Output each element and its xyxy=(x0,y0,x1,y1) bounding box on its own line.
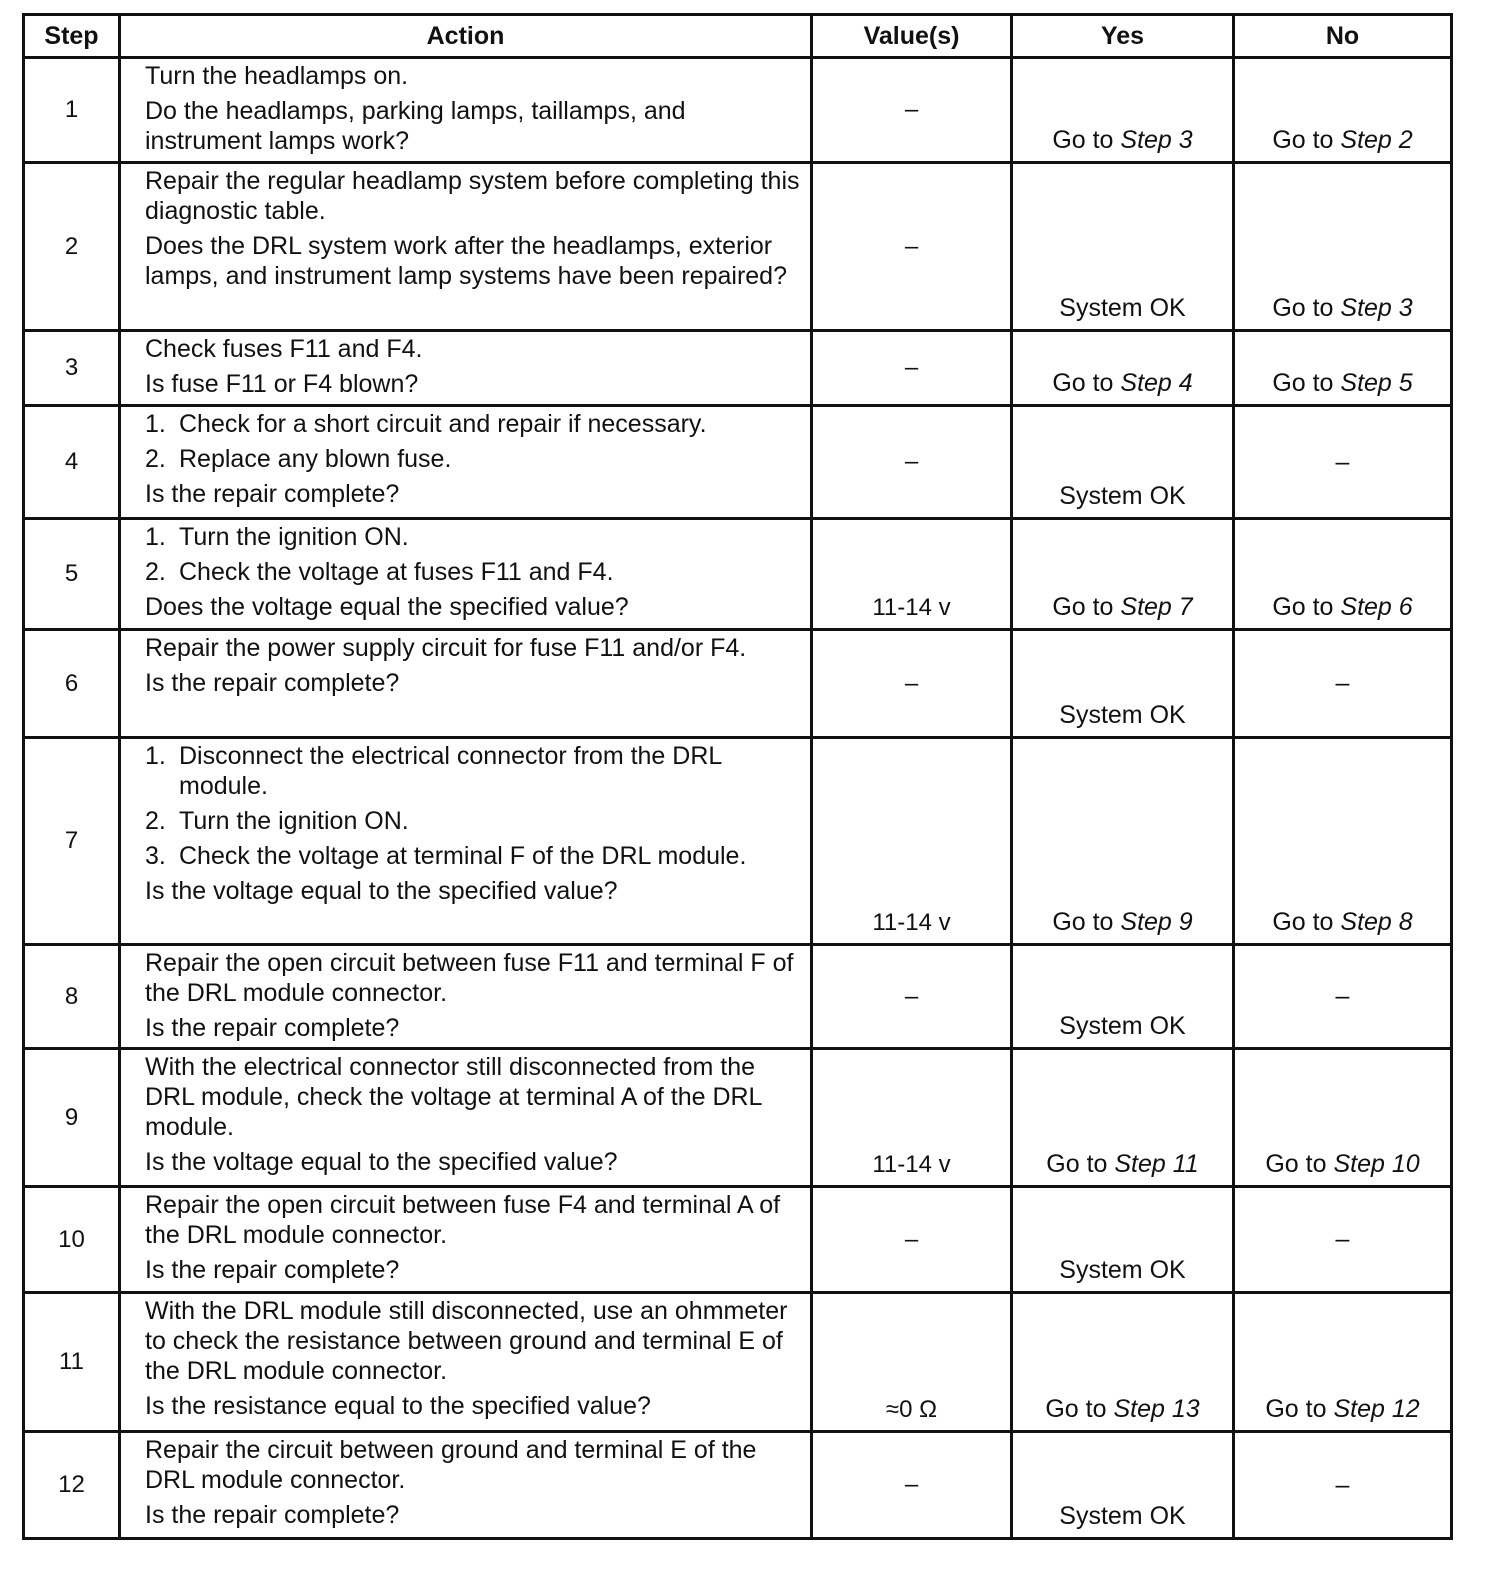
action-text: Repair the power supply circuit for fuse F11 and/or F4. xyxy=(145,634,747,662)
table-row xyxy=(24,406,1452,519)
value-cell: – xyxy=(812,1432,1012,1539)
yes-cell xyxy=(1012,1293,1234,1432)
action-cell xyxy=(120,1187,812,1293)
action-list-item xyxy=(145,741,804,801)
table-row xyxy=(24,58,1452,163)
step-number: 9 xyxy=(24,1049,120,1187)
step-number: 1 xyxy=(24,58,120,163)
table-row xyxy=(24,630,1452,738)
no-cell xyxy=(1234,630,1452,738)
yes-step-reference: Step 3 xyxy=(1120,126,1193,154)
action-list-text: Turn the ignition ON. xyxy=(179,807,409,835)
action-list-number: 1. xyxy=(145,410,166,438)
yes-cell xyxy=(1012,58,1234,163)
action-cell xyxy=(120,58,812,163)
action-text: Is the voltage equal to the specified value? xyxy=(145,1148,618,1176)
yes-cell xyxy=(1012,1432,1234,1539)
no-cell xyxy=(1234,331,1452,406)
action-text: Does the voltage equal the specified value? xyxy=(145,593,629,621)
yes-step-reference: Step 13 xyxy=(1113,1395,1200,1423)
header-action: Action xyxy=(120,15,812,58)
value-cell: – xyxy=(812,331,1012,406)
action-text: Do the headlamps, parking lamps, taillamps, and instrument lamps work? xyxy=(145,97,686,155)
action-cell xyxy=(120,630,812,738)
step-number: 8 xyxy=(24,945,120,1049)
no-cell xyxy=(1234,1049,1452,1187)
yes-text: Go to xyxy=(1052,908,1121,936)
yes-step-reference: Step 11 xyxy=(1114,1150,1199,1178)
no-text: Go to xyxy=(1272,908,1341,936)
action-cell xyxy=(120,163,812,331)
no-text: – xyxy=(1335,1470,1350,1499)
yes-step-reference: Step 4 xyxy=(1120,369,1193,397)
action-list-item xyxy=(145,409,804,439)
table-row xyxy=(24,163,1452,331)
action-cell xyxy=(120,406,812,519)
no-text: – xyxy=(1335,447,1350,476)
step-number: 11 xyxy=(24,1293,120,1432)
action-text: With the electrical connector still disconnected from the DRL module, check the voltage at terminal A of the DRL module. xyxy=(145,1053,762,1141)
action-text: Is the repair complete? xyxy=(145,480,400,508)
action-list-text: Disconnect the electrical connector from the DRL module. xyxy=(179,742,722,800)
step-number: 4 xyxy=(24,406,120,519)
action-text: Is the repair complete? xyxy=(145,1501,400,1529)
no-text: Go to xyxy=(1272,294,1341,322)
no-step-reference: Step 10 xyxy=(1333,1150,1420,1178)
action-text: Is the voltage equal to the specified value? xyxy=(145,877,618,905)
action-text: Repair the open circuit between fuse F4 and terminal A of the DRL module connector. xyxy=(145,1191,781,1249)
table-row xyxy=(24,331,1452,406)
no-text: Go to xyxy=(1272,369,1341,397)
yes-step-reference: Step 7 xyxy=(1120,593,1193,621)
action-list-text: Check the voltage at terminal F of the DRL module. xyxy=(179,842,747,870)
value-cell: – xyxy=(812,630,1012,738)
action-text: Is the repair complete? xyxy=(145,1014,400,1042)
action-list-text: Check for a short circuit and repair if necessary. xyxy=(179,410,707,438)
header-step: Step xyxy=(24,15,120,58)
no-cell xyxy=(1234,738,1452,945)
table-row xyxy=(24,1432,1452,1539)
yes-cell xyxy=(1012,630,1234,738)
no-text: Go to xyxy=(1265,1150,1334,1178)
no-cell xyxy=(1234,58,1452,163)
action-text: Is fuse F11 or F4 blown? xyxy=(145,370,419,398)
no-text: Go to xyxy=(1272,593,1341,621)
value-cell: ≈0 Ω xyxy=(812,1293,1012,1432)
yes-cell xyxy=(1012,1187,1234,1293)
yes-text: System OK xyxy=(1059,1502,1186,1530)
yes-text: System OK xyxy=(1059,294,1186,322)
yes-step-reference: Step 9 xyxy=(1120,908,1193,936)
action-list-text: Replace any blown fuse. xyxy=(179,445,452,473)
no-cell xyxy=(1234,1187,1452,1293)
step-number: 6 xyxy=(24,630,120,738)
no-cell xyxy=(1234,945,1452,1049)
no-text: – xyxy=(1335,669,1350,697)
action-cell xyxy=(120,738,812,945)
diagnostic-table xyxy=(22,13,1453,1540)
header-yes: Yes xyxy=(1012,15,1234,58)
yes-cell xyxy=(1012,738,1234,945)
action-list-item xyxy=(145,444,804,474)
step-number: 3 xyxy=(24,331,120,406)
no-text: – xyxy=(1335,982,1350,1010)
action-list-text: Turn the ignition ON. xyxy=(179,523,409,551)
no-cell xyxy=(1234,163,1452,331)
no-cell xyxy=(1234,519,1452,630)
action-cell xyxy=(120,519,812,630)
yes-text: System OK xyxy=(1059,1012,1186,1040)
action-list-text: Check the voltage at fuses F11 and F4. xyxy=(179,558,614,586)
action-list-number: 2. xyxy=(145,807,166,835)
step-number: 12 xyxy=(24,1432,120,1539)
yes-text: Go to xyxy=(1046,1150,1115,1178)
table-body xyxy=(24,58,1452,1539)
action-text: Is the repair complete? xyxy=(145,669,400,697)
no-step-reference: Step 8 xyxy=(1340,908,1413,936)
no-step-reference: Step 2 xyxy=(1340,126,1413,154)
yes-cell xyxy=(1012,1049,1234,1187)
no-step-reference: Step 12 xyxy=(1333,1395,1420,1423)
action-list-item xyxy=(145,806,804,836)
no-text: Go to xyxy=(1265,1395,1334,1423)
no-cell xyxy=(1234,1293,1452,1432)
value-cell: – xyxy=(812,1187,1012,1293)
yes-cell xyxy=(1012,163,1234,331)
action-text: With the DRL module still disconnected, use an ohmmeter to check the resistance between ground and terminal E of the DRL module connector. xyxy=(145,1297,788,1385)
table-row xyxy=(24,1293,1452,1432)
yes-cell xyxy=(1012,331,1234,406)
yes-text: Go to xyxy=(1052,369,1121,397)
yes-text: Go to xyxy=(1052,593,1121,621)
value-cell: 11-14 v xyxy=(812,1049,1012,1187)
action-list-number: 3. xyxy=(145,842,166,870)
action-list-number: 1. xyxy=(145,742,166,770)
value-cell: – xyxy=(812,945,1012,1049)
no-text: Go to xyxy=(1272,126,1341,154)
action-list-item xyxy=(145,557,804,587)
value-cell: 11-14 v xyxy=(812,519,1012,630)
yes-cell xyxy=(1012,406,1234,519)
yes-cell xyxy=(1012,945,1234,1049)
value-cell: 11-14 v xyxy=(812,738,1012,945)
step-number: 7 xyxy=(24,738,120,945)
action-list-item xyxy=(145,841,804,871)
header-values: Value(s) xyxy=(812,15,1012,58)
action-list-item xyxy=(145,522,804,552)
action-cell xyxy=(120,1049,812,1187)
yes-text: System OK xyxy=(1059,1256,1186,1284)
action-list-number: 1. xyxy=(145,523,166,551)
step-number: 5 xyxy=(24,519,120,630)
header-no: No xyxy=(1234,15,1452,58)
no-text: – xyxy=(1335,1225,1350,1253)
yes-text: Go to xyxy=(1045,1395,1114,1423)
action-cell xyxy=(120,1432,812,1539)
action-text: Repair the circuit between ground and terminal E of the DRL module connector. xyxy=(145,1436,757,1494)
action-text: Repair the open circuit between fuse F11 and terminal F of the DRL module connector. xyxy=(145,949,794,1007)
action-list-number: 2. xyxy=(145,558,166,586)
table-row xyxy=(24,1049,1452,1187)
step-number: 2 xyxy=(24,163,120,331)
yes-cell xyxy=(1012,519,1234,630)
action-text: Does the DRL system work after the headlamps, exterior lamps, and instrument lamp systems have been repaired? xyxy=(145,232,787,290)
yes-text: Go to xyxy=(1052,126,1121,154)
no-step-reference: Step 3 xyxy=(1340,294,1413,322)
table-row xyxy=(24,519,1452,630)
yes-text: System OK xyxy=(1059,701,1186,729)
value-cell: – xyxy=(812,163,1012,331)
action-text: Is the repair complete? xyxy=(145,1256,400,1284)
action-text: Turn the headlamps on. xyxy=(145,62,409,90)
action-list-number: 2. xyxy=(145,445,166,473)
table-row xyxy=(24,945,1452,1049)
header-row xyxy=(24,15,1452,58)
action-cell xyxy=(120,1293,812,1432)
no-cell xyxy=(1234,1432,1452,1539)
action-cell xyxy=(120,331,812,406)
step-number: 10 xyxy=(24,1187,120,1293)
action-text: Check fuses F11 and F4. xyxy=(145,335,423,363)
value-cell: – xyxy=(812,406,1012,519)
no-cell xyxy=(1234,406,1452,519)
no-step-reference: Step 5 xyxy=(1340,369,1413,397)
action-text: Is the resistance equal to the specified value? xyxy=(145,1392,651,1420)
table-row xyxy=(24,738,1452,945)
table-row xyxy=(24,1187,1452,1293)
action-text: Repair the regular headlamp system before completing this diagnostic table. xyxy=(145,167,800,225)
no-step-reference: Step 6 xyxy=(1340,593,1413,621)
value-cell: – xyxy=(812,58,1012,163)
yes-text: System OK xyxy=(1059,482,1186,510)
action-cell xyxy=(120,945,812,1049)
